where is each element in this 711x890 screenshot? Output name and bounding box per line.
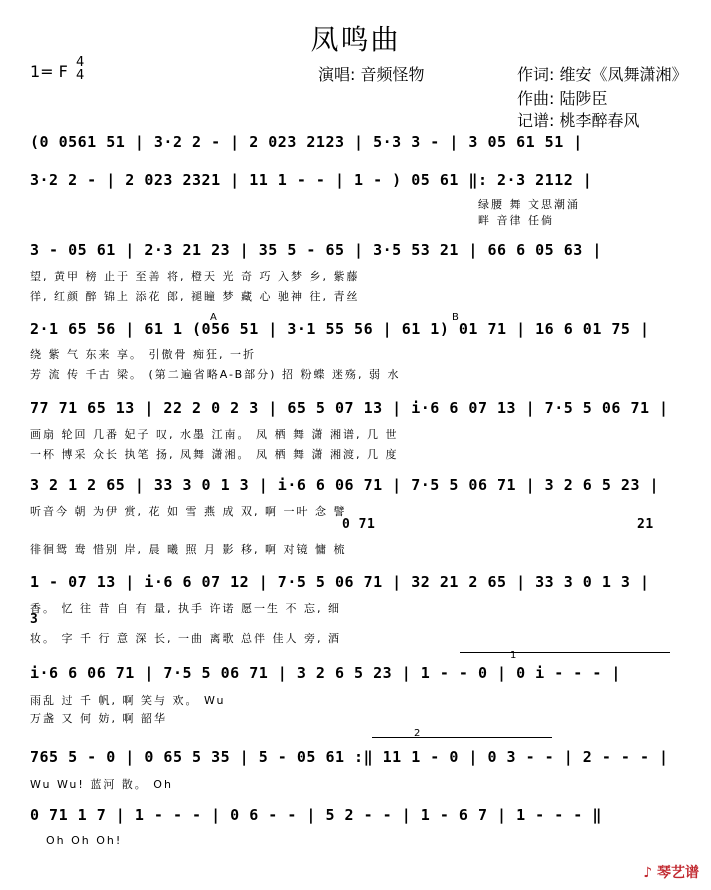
volta-2-bracket	[372, 737, 552, 738]
composer-credit: 作曲: 陆陟臣	[517, 89, 608, 108]
system-3-lyrics-2: 徉, 红颜 醉 锦上 添花 郎, 褪瞳 梦 藏 心 驰神 往, 青丝	[30, 290, 360, 303]
time-signature	[76, 56, 84, 82]
system-8-lyrics-2: 万盏 又 何 妨, 啊 韶华	[30, 712, 167, 725]
section-mark-b: B	[452, 312, 459, 323]
system-4-notes: 2·1 65 56 | 61 1 (056 51 | 3·1 55 56 | 61 1) 01 71 | 16 6 01 75 |	[30, 320, 650, 338]
time-signature-top: 4	[76, 55, 85, 70]
system-5-notes: 77 71 65 13 | 22 2 0 2 3 | 65 5 07 13 | i·6 6 07 13 | 7·5 5 06 71 |	[30, 399, 669, 417]
system-9-lyrics-1: Wu Wu! 蓝河 散。 Oh	[30, 778, 173, 791]
system-8-lyrics-1: 雨乱 过 千 帆, 啊 笑与 欢。 Wu	[30, 694, 226, 707]
section-mark-a: A	[210, 312, 217, 323]
system-6-notes: 3 2 1 2 65 | 33 3 0 1 3 | i·6 6 06 71 | 7·5 5 06 71 | 3 2 6 5 23 |	[30, 476, 660, 494]
transcriber-credit: 记谱: 桃李醉春风	[517, 111, 640, 130]
system-3-lyrics-1: 望, 黄甲 榜 止于 至善 将, 橙天 光 奇 巧 入梦 乡, 紫藤	[30, 270, 360, 283]
system-7-lyrics-1: 香。 忆 往 昔 自 有 量, 执手 许诺 愿一生 不 忘, 细	[30, 602, 341, 615]
system-7-notes: 1 - 07 13 | i·6 6 07 12 | 7·5 5 06 71 | 32 21 2 65 | 33 3 0 1 3 |	[30, 573, 650, 591]
volta-2-label: 2	[414, 728, 421, 739]
system-6-lyrics-2: 徘徊鸳 鸯 惜别 岸, 晨 曦 照 月 影 移, 啊 对镜 慵 梳	[30, 543, 347, 556]
lyricist-credit: 作词: 维安《凤舞潇湘》	[517, 65, 688, 84]
system-8-notes: i·6 6 06 71 | 7·5 5 06 71 | 3 2 6 5 23 | 1 - - 0 | 0 i - - - |	[30, 664, 621, 682]
system-6-alt-notes-2: 21	[637, 517, 654, 532]
system-6-alt-notes: 0 71	[342, 517, 376, 532]
page-title: 凤鸣曲	[310, 23, 401, 56]
system-3-notes: 3 - 05 61 | 2·3 21 23 | 35 5 - 65 | 3·5 53 21 | 66 6 05 63 |	[30, 241, 602, 259]
system-5-lyrics-1: 画扇 轮回 几番 妃子 叹, 水墨 江南。 凤 栖 舞 潇 湘谱, 几 世	[30, 428, 399, 441]
system-7-alt-note: 3	[30, 612, 39, 627]
time-signature-bottom: 4	[76, 68, 85, 83]
singer-credit: 演唱: 音频怪物	[318, 65, 425, 84]
brand-text: 琴艺谱	[657, 865, 699, 881]
system-2-lyrics-2: 畔 音律 任倘	[478, 214, 554, 227]
system-2-lyrics-1: 绿腰 舞 文思潮涌	[478, 198, 580, 211]
system-9-notes: 765 5 - 0 | 0 65 5 35 | 5 - 05 61 :‖ 11 1 - 0 | 0 3 - - | 2 - - - |	[30, 748, 669, 766]
brand-icon: ♪	[643, 865, 657, 881]
brand-logo	[643, 862, 699, 882]
system-7-lyrics-2: 妆。 字 千 行 意 深 长, 一曲 离歌 总伴 佳人 旁, 酒	[30, 632, 341, 645]
system-6-lyrics-1: 听音今 朝 为伊 赏, 花 如 雪 燕 成 双, 啊 一叶 念 譬	[30, 505, 347, 518]
system-4-lyrics-2: 芳 流 传 千古 梁。 (第二遍省略A-B部分) 招 粉蝶 迷殇, 弱 水	[30, 368, 401, 381]
volta-1-bracket	[460, 652, 670, 653]
system-5-lyrics-2: 一杯 博采 众长 执笔 扬, 凤舞 潇湘。 凤 栖 舞 潇 湘渡, 几 度	[30, 448, 399, 461]
system-10-lyrics-1: Oh Oh Oh!	[46, 834, 123, 847]
system-2-notes: 3·2 2 - | 2 023 2321 | 11 1 - - | 1 - ) 05 61 ‖: 2·3 2112 |	[30, 171, 593, 189]
system-10-notes: 0 71 1 7 | 1 - - - | 0 6 - - | 5 2 - - | 1 - 6 7 | 1 - - - ‖	[30, 806, 602, 824]
key-signature: 1= F	[30, 62, 68, 81]
system-1-notes: (0 0561 51 | 3·2 2 - | 2 023 2123 | 5·3 3 - | 3 05 61 51 |	[30, 133, 583, 151]
volta-1-label: 1	[510, 650, 517, 661]
system-4-lyrics-1: 绕 紫 气 东来 享。 引傲骨 痴狂, 一折	[30, 348, 256, 361]
